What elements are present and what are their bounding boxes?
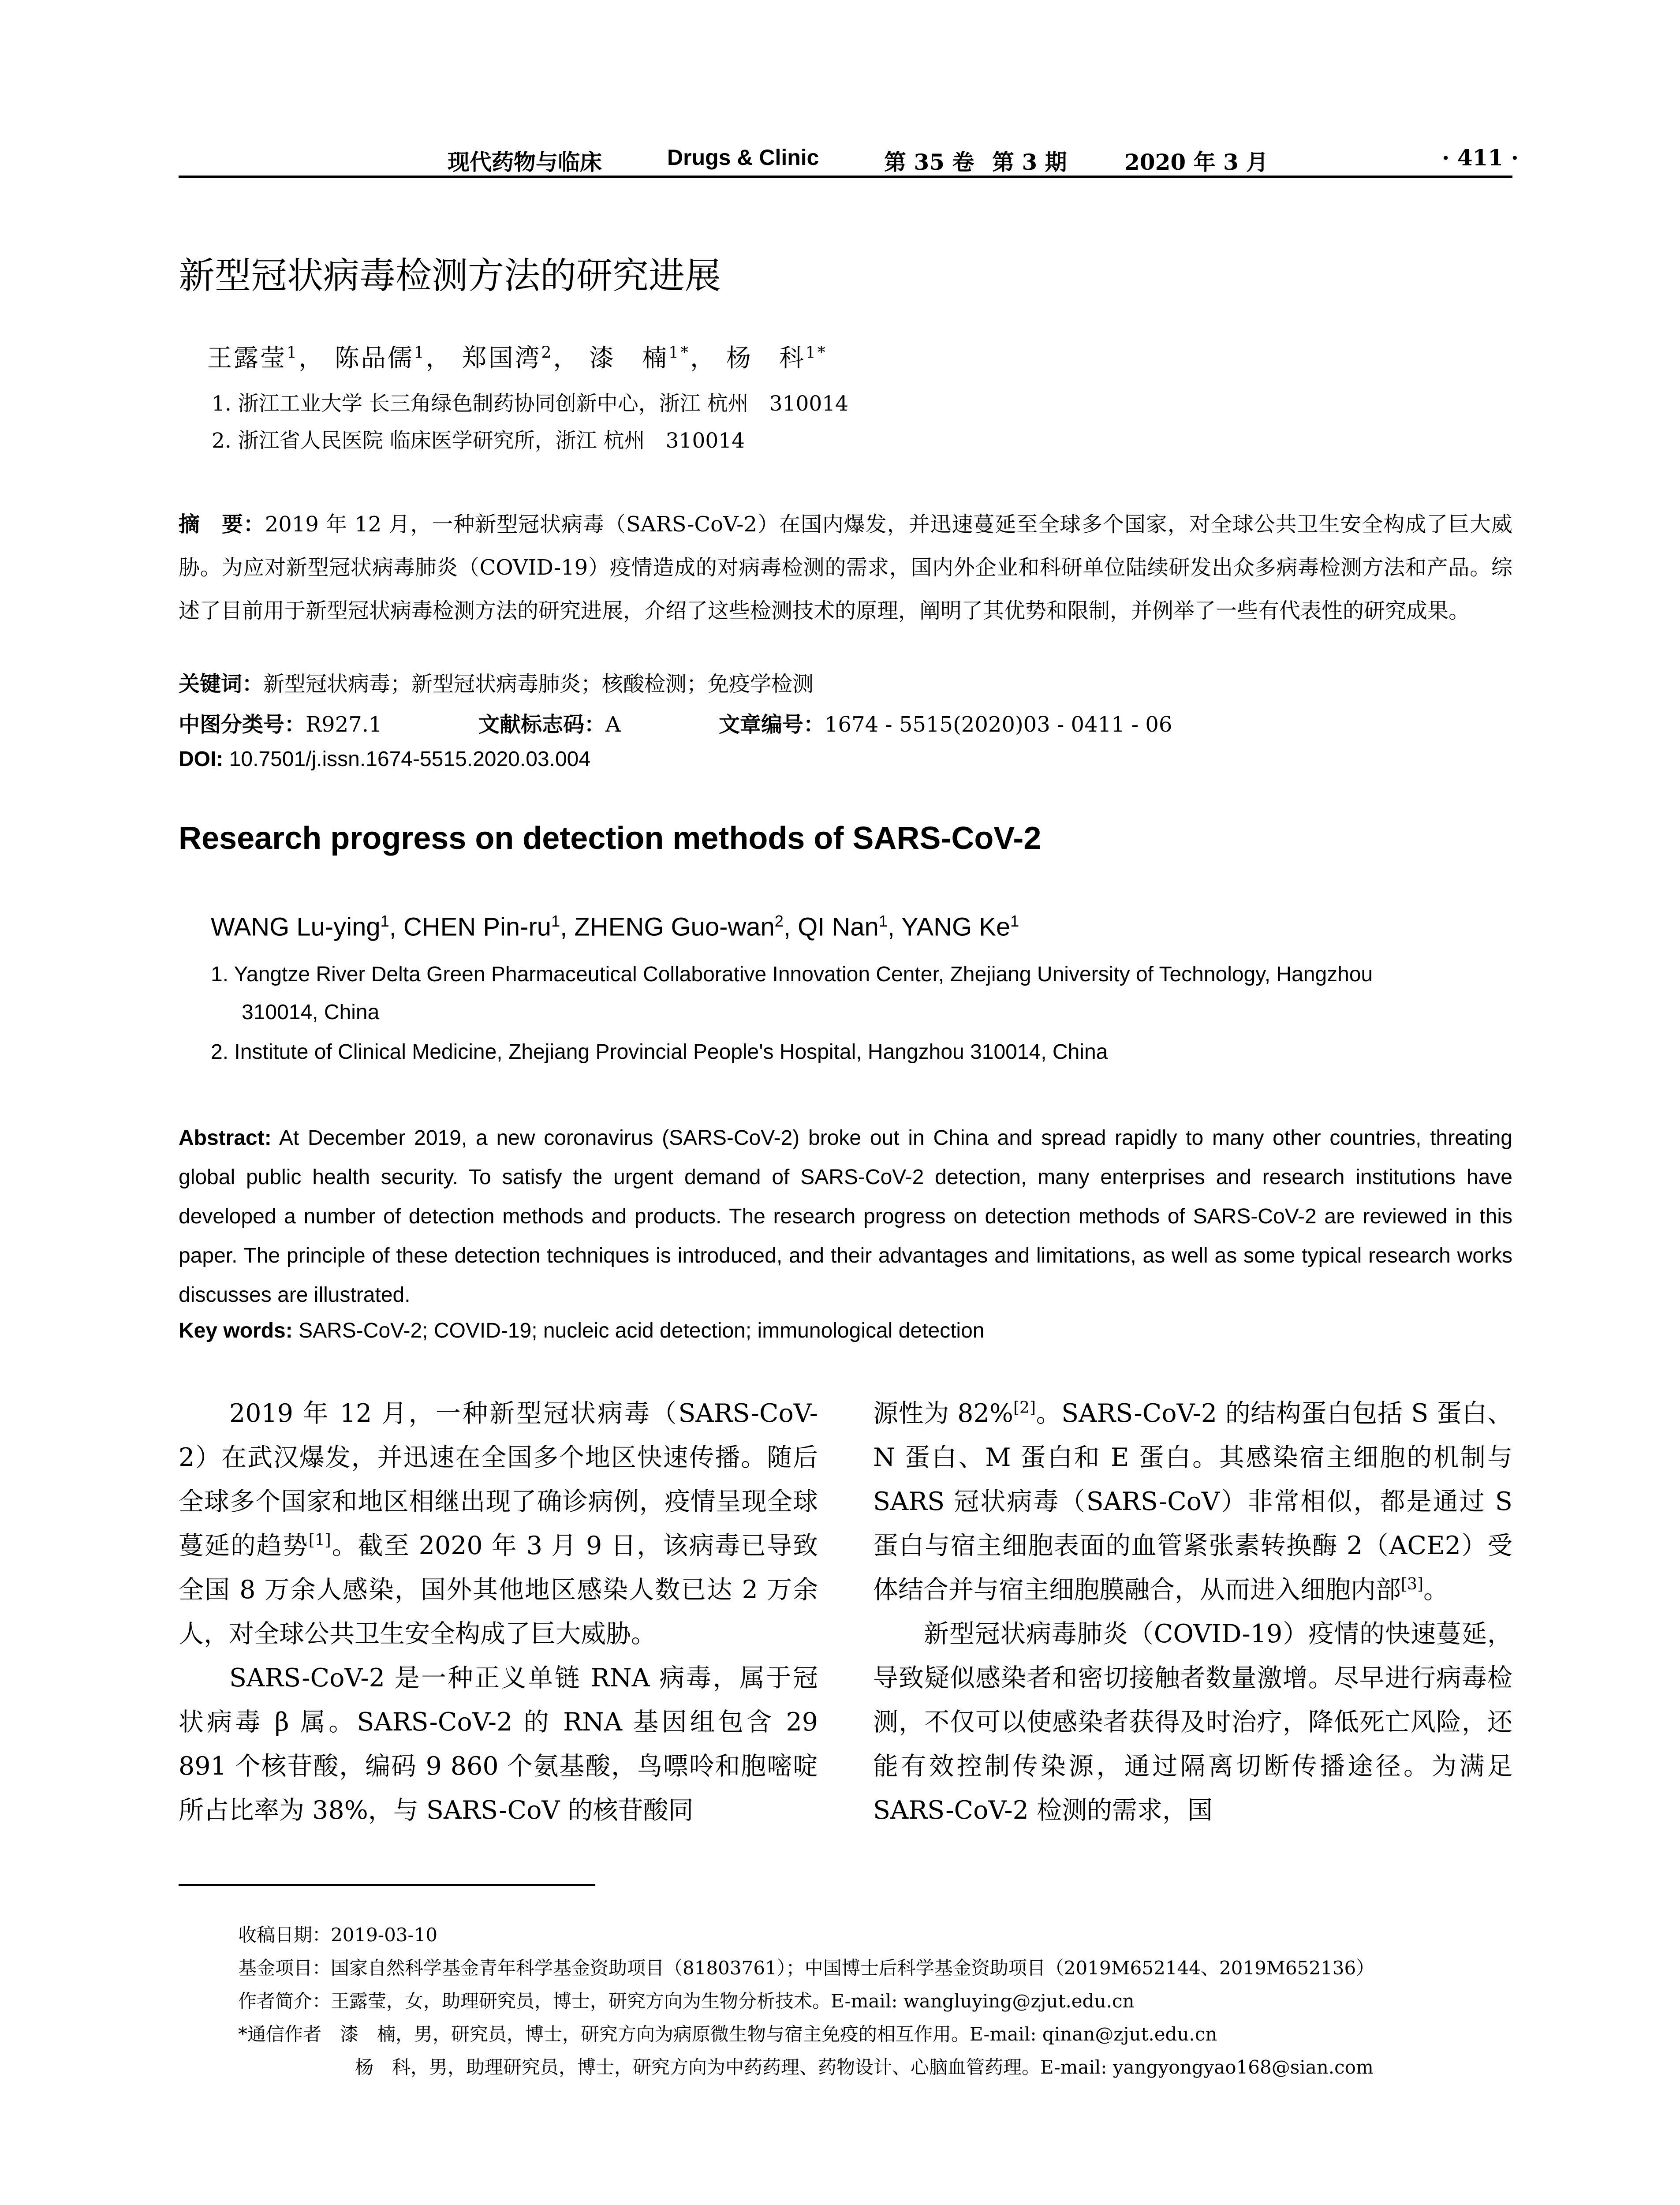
doi-label: DOI: (179, 747, 224, 771)
author-name: QI Nan (798, 912, 879, 942)
affiliation-mark: 1* (668, 344, 691, 362)
abstract-cn (179, 503, 1512, 632)
keywords-label: Key words: (179, 1319, 293, 1342)
article-no-label: 文章编号： (719, 712, 825, 737)
footnote-corresponding-1: *通信作者 漆 楠，男，研究员，博士，研究方向为病原微生物与宿主免疫的相互作用。E-mail: qinan@zjut.edu.cn (238, 2023, 1217, 2045)
issue: 第 3 期 (992, 149, 1067, 175)
keywords-en (179, 1319, 984, 1343)
abstract-label: 摘 要： (179, 512, 265, 537)
abstract-text: 2019 年 12 月，一种新型冠状病毒（SARS-CoV-2）在国内爆发，并迅速蔓延至全球多个国家，对全球公共卫生安全构成了巨大威胁。为应对新型冠状病毒肺炎（COVID-19）疫情造成的对病毒检测的需求，国内外企业和科研单位陆续研发出众多病毒检测方法和产品。综述了目前用于新型冠状病毒检测方法的研究进展，介绍了这些检测技术的原理，阐明了其优势和限制，并例举了一些有代表性的研究成果。 (179, 512, 1512, 623)
body-column-right (873, 1391, 1512, 1832)
affiliation-en: 310014, China (242, 1001, 380, 1024)
article-no-line (719, 707, 1172, 738)
author-list-cn: 王露莹$^1$， 陈品儒$^1$， 郑国湾$^2$， 漆 楠$^{1*}$， 杨 科$^{1*}$ (207, 344, 827, 373)
body-paragraph: SARS-CoV-2 是一种正义单链 RNA 病毒，属于冠状病毒 β 属。SARS-CoV-2 的 RNA 基因组包含 29 891 个核苷酸，编码 9 860 个氨基酸，鸟嘌呤和胞嘧啶所占比率为 38%，与 SARS-CoV 的核苷酸同 (179, 1663, 818, 1825)
keywords-text: SARS-CoV-2; COVID-19; nucleic acid detection; immunological detection (299, 1319, 985, 1342)
doc-code-label: 文献标志码： (478, 712, 606, 737)
author-name: 王露莹 (207, 344, 287, 373)
author-name: YANG Ke (901, 912, 1011, 942)
body-paragraph: 源性为 82%[2]。SARS-CoV-2 的结构蛋白包括 S 蛋白、N 蛋白、M 蛋白和 E 蛋白。其感染宿主细胞的机制与 SARS 冠状病毒（SARS-CoV）非常相似，都是通过 S 蛋白与宿主细胞表面的血管紧张素转换酶 2（ACE2）受体结合并与宿主细胞膜融合，从而进入细胞内部[3]。 (873, 1399, 1512, 1604)
page-number: · 411 · (1442, 145, 1519, 171)
article-title-cn: 新型冠状病毒检测方法的研究进展 (179, 255, 721, 297)
author-name: 杨 科 (726, 344, 806, 373)
affiliation-en: 2. Institute of Clinical Medicine, Zhejiang Provincial People's Hospital, Hangzhou 310014, China (211, 1040, 1108, 1064)
citation-ref: [1] (308, 1531, 331, 1549)
classification-line (179, 707, 382, 738)
article-no-value: 1674 - 5515(2020)03 - 0411 - 06 (825, 712, 1172, 737)
journal-name-en: Drugs & Clinic (667, 145, 819, 170)
doi-value: 10.7501/j.issn.1674-5515.2020.03.004 (229, 747, 591, 771)
affiliation-cn: 1. 浙江工业大学 长三角绿色制药协同创新中心，浙江 杭州 310014 (212, 392, 849, 416)
abstract-text: At December 2019, a new coronavirus (SARS-CoV-2) broke out in China and spread rapidly to many other countries, threating global public health security. To satisfy the urgent demand of SARS-CoV-2 detection, many enterprises and research institutions have developed a number of detection methods and products. The research progress on detection methods of SARS-CoV-2 are reviewed in this paper. The principle of these detection techniques is introduced, and their advantages and limitations, as well as some typical research works discusses are illustrated. (179, 1126, 1513, 1307)
affiliation-mark: 1 (414, 344, 426, 362)
classification-label: 中图分类号： (179, 712, 306, 737)
affiliation-mark: 1 (551, 912, 560, 930)
author-name: CHEN Pin-ru (403, 912, 552, 942)
affiliation-cn: 2. 浙江省人民医院 临床医学研究所，浙江 杭州 310014 (212, 429, 745, 453)
doc-code-line (478, 707, 621, 738)
citation-ref: [2] (1013, 1399, 1036, 1417)
issue-date: 2020 年 3 月 (1124, 149, 1269, 175)
journal-name-cn: 现代药物与临床 (448, 149, 602, 175)
footnote-author-bio: 作者简介：王露莹，女，助理研究员，博士，研究方向为生物分析技术。E-mail: wangluying@zjut.edu.cn (238, 1990, 1135, 2012)
body-paragraph: 2019 年 12 月，一种新型冠状病毒（SARS-CoV-2）在武汉爆发，并迅速在全国多个地区快速传播。随后全球多个国家和地区相继出现了确诊病例，疫情呈现全球蔓延的趋势[1]。截至 2020 年 3 月 9 日，该病毒已导致全国 8 万余人感染，国外其他地区感染人数已达 2 万余人，对全球公共卫生安全构成了巨大威胁。 (179, 1399, 818, 1648)
classification-value: R927.1 (306, 712, 382, 737)
affiliation-mark: 1* (805, 344, 827, 362)
author-name: WANG Lu-ying (211, 912, 381, 942)
footnote-received: 收稿日期：2019-03-10 (238, 1924, 438, 1946)
body-paragraph: 新型冠状病毒肺炎（COVID-19）疫情的快速蔓延，导致疑似感染者和密切接触者数量激增。尽早进行病毒检测，不仅可以使感染者获得及时治疗，降低死亡风险，还能有效控制传染源，通过隔离切断传播途径。为满足 SARS-CoV-2 检测的需求，国 (873, 1619, 1512, 1825)
volume: 第 35 卷 (884, 149, 974, 175)
author-name: 郑国湾 (462, 344, 541, 373)
body-column-left (179, 1391, 818, 1832)
keywords-text: 新型冠状病毒；新型冠状病毒肺炎；核酸检测；免疫学检测 (263, 672, 814, 696)
running-header (179, 140, 1519, 178)
footnote-divider (179, 1884, 595, 1886)
doi-line (179, 747, 590, 771)
affiliation-mark: 1 (380, 912, 389, 930)
abstract-label: Abstract: (179, 1126, 272, 1150)
article-title-en: Research progress on detection methods of SARS-CoV-2 (179, 821, 1042, 856)
footnote-fund: 基金项目：国家自然科学基金青年科学基金资助项目（81803761）；中国博士后科学基金资助项目（2019M652144、2019M652136） (238, 1957, 1375, 1979)
author-name: ZHENG Guo-wan (574, 912, 775, 942)
affiliation-mark: 2 (541, 344, 553, 362)
keywords-label: 关键词： (179, 672, 264, 696)
affiliation-mark: 2 (774, 912, 784, 930)
affiliation-en: 1. Yangtze River Delta Green Pharmaceutical Collaborative Innovation Center, Zhejiang University of Technology, Hangzhou (211, 963, 1373, 986)
affiliation-mark: 1 (287, 344, 299, 362)
footnote-corresponding-2: 杨 科，男，助理研究员，博士，研究方向为中药药理、药物设计、心脑血管药理。E-mail: yangyongyao168@sian.com (355, 2056, 1374, 2078)
author-name: 漆 楠 (589, 344, 669, 373)
keywords-cn (179, 667, 814, 697)
citation-ref: [3] (1401, 1575, 1423, 1593)
abstract-en (179, 1118, 1512, 1315)
doc-code-value: A (605, 712, 621, 737)
author-list-en: WANG Lu-ying$^1$, CHEN Pin-$ru^1$, ZHENG Guo-wan$^2$, QI Nan$^1$, YANG Ke$^1$ (211, 912, 1019, 942)
affiliation-mark: 1 (878, 912, 888, 930)
author-name: 陈品儒 (334, 344, 414, 373)
affiliation-mark: 1 (1010, 912, 1019, 930)
